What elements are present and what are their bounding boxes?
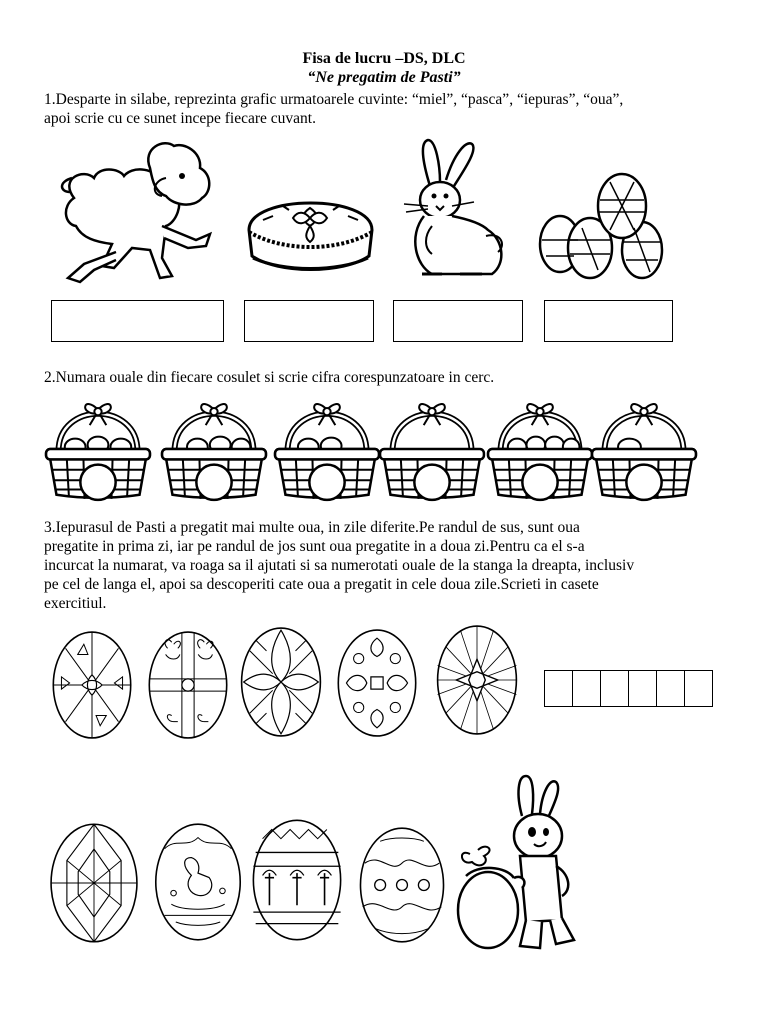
exercise3-line1: 3.Iepurasul de Pasti a pregatit mai multe oua, in zile diferite.Pe randul de sus, sunt oua — [44, 519, 580, 536]
answer-box-iepuras[interactable] — [393, 300, 523, 342]
egg-bottom-1[interactable] — [46, 822, 142, 944]
basket-3 — [273, 389, 381, 507]
basket-1 — [44, 389, 152, 507]
exercise3-line3: incurcat la numarat, va roaga sa il ajutati si sa numerotati ouale de la stanga la dreapta, inclusiv — [44, 557, 635, 574]
egg-top-3[interactable] — [236, 626, 326, 738]
lamb-icon — [54, 138, 224, 290]
answer-cell[interactable] — [657, 671, 685, 706]
answer-cell[interactable] — [545, 671, 573, 706]
answer-box-oua[interactable] — [544, 300, 673, 342]
basket-4 — [378, 389, 486, 507]
egg-bottom-2[interactable] — [152, 822, 244, 942]
egg-top-1[interactable] — [47, 630, 137, 740]
exercise3-line4: pe cel de langa el, apoi sa descoperiti cate oua a pregatit in cele doua zile.Scrieti in casete — [44, 576, 599, 593]
egg-top-5[interactable] — [431, 624, 523, 736]
exercise3-answer-grid — [544, 670, 713, 707]
page-title: Fisa de lucru –DS, DLC — [302, 50, 466, 67]
basket-5 — [486, 389, 594, 507]
answer-box-pasca[interactable] — [244, 300, 374, 342]
answer-cell[interactable] — [685, 671, 712, 706]
answer-box-miel[interactable] — [51, 300, 224, 342]
egg-top-4[interactable] — [332, 628, 422, 738]
egg-bottom-3[interactable] — [250, 818, 344, 942]
eggs-icon — [538, 170, 668, 285]
exercise3-line2: pregatite in prima zi, iar pe randul de jos sunt oua pregatite in a doua zi.Pentru ca el s-a — [44, 538, 585, 555]
cake-icon — [243, 190, 378, 280]
page-subtitle: “Ne pregatim de Pasti” — [307, 69, 461, 86]
egg-bottom-4[interactable] — [354, 826, 450, 944]
bunny-icon — [402, 136, 512, 281]
exercise1-line2: apoi scrie cu ce sunet incepe fiecare cuvant. — [44, 110, 316, 127]
basket-6 — [590, 389, 698, 507]
exercise2-text: 2.Numara ouale din fiecare cosulet si scrie cifra corespunzatoare in cerc. — [44, 369, 495, 386]
egg-top-2[interactable] — [143, 630, 233, 740]
answer-cell[interactable] — [601, 671, 629, 706]
basket-2 — [160, 389, 268, 507]
bunny-with-egg-icon — [456, 770, 586, 960]
answer-cell[interactable] — [629, 671, 657, 706]
exercise1-line1: 1.Desparte in silabe, reprezinta grafic urmatoarele cuvinte: “miel”, “pasca”, “iepuras”, “oua”, — [44, 91, 624, 108]
answer-cell[interactable] — [573, 671, 601, 706]
exercise3-line5: exercitiul. — [44, 595, 107, 612]
